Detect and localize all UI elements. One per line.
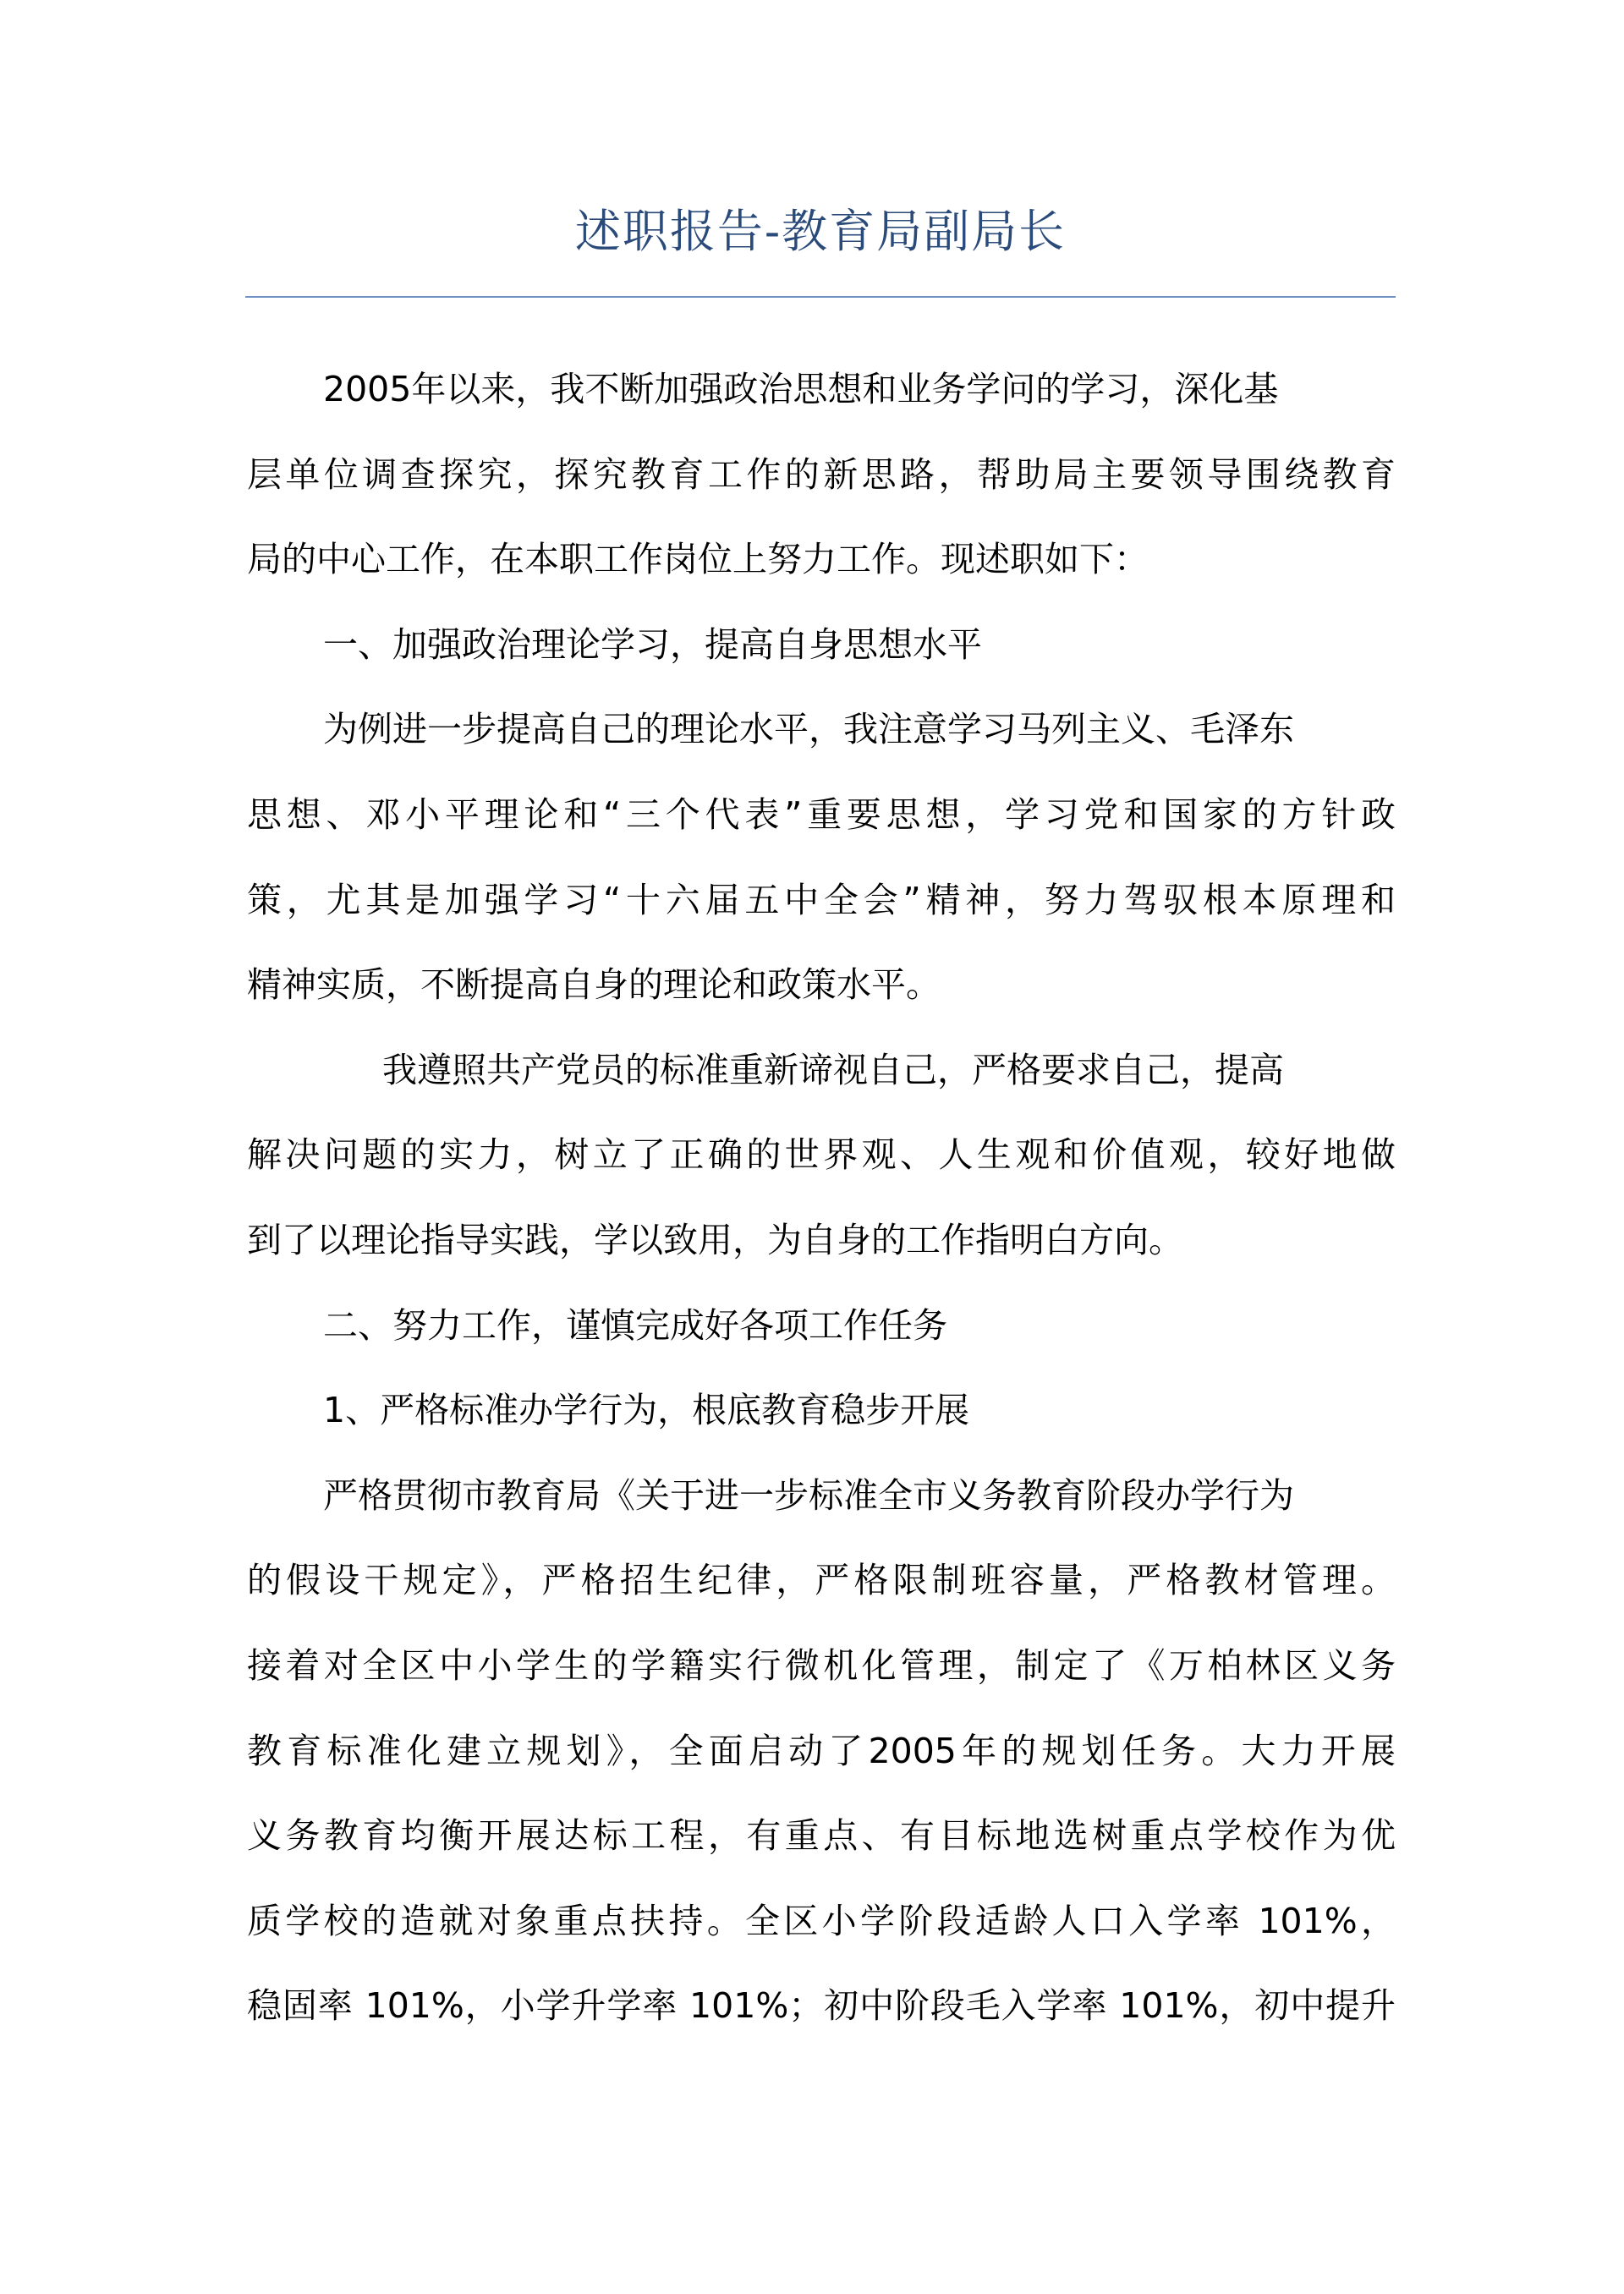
paragraph-line: 教育标准化建立规划》，全面启动了2005年的规划任务。大力开展: [247, 1730, 1396, 1771]
paragraph-line: 的假设干规定》，严格招生纪律，严格限制班容量，严格教材管理。: [247, 1560, 1396, 1601]
paragraph-line: 2005年以来，我不断加强政治思想和业务学问的学习，深化基: [323, 369, 1279, 409]
subsection-heading: 1、严格标准办学行为，根底教育稳步开展: [323, 1390, 970, 1431]
paragraph-line: 为例进一步提高自己的理论水平，我注意学习马列主义、毛泽东: [323, 709, 1294, 750]
paragraph-line: 层单位调查探究，探究教育工作的新思路，帮助局主要领导围绕教育: [247, 453, 1396, 495]
document-title: 述职报告-教育局副局长: [574, 205, 1067, 258]
paragraph-line: 接着对全区中小学生的学籍实行微机化管理，制定了《万柏林区义务: [247, 1644, 1396, 1686]
paragraph-line: 思想、邓小平理论和“三个代表”重要思想，学习党和国家的方针政: [247, 793, 1396, 835]
paragraph-line: 稳固率 101%，小学升学率 101%；初中阶段毛入学率 101%，初中提升: [247, 1985, 1396, 2027]
paragraph-line: 精神实质，不断提高自身的理论和政策水平。: [247, 964, 941, 1006]
paragraph-line: 严格贯彻市教育局《关于进一步标准全市义务教育阶段办学行为: [323, 1474, 1294, 1516]
paragraph-line: 局的中心工作，在本职工作岗位上努力工作。现述职如下：: [247, 539, 1149, 580]
section-heading: 二、努力工作，谨慎完成好各项工作任务: [323, 1304, 947, 1346]
paragraph-line: 义务教育均衡开展达标工程，有重点、有目标地选树重点学校作为优: [247, 1815, 1396, 1857]
paragraph-line: 质学校的造就对象重点扶持。全区小学阶段适龄人口入学率 101%，: [247, 1900, 1396, 1941]
section-heading: 一、加强政治理论学习，提高自身思想水平: [323, 623, 982, 665]
paragraph-line: 我遵照共产党员的标准重新谛视自己，严格要求自己，提高: [382, 1049, 1284, 1090]
document-body: [247, 347, 1396, 2049]
paragraph-line: 解决问题的实力，树立了正确的世界观、人生观和价值观，较好地做: [247, 1134, 1396, 1176]
paragraph-line: 策，尤其是加强学习“十六届五中全会”精神，努力驾驭根本原理和: [247, 879, 1396, 920]
title-underline: [245, 296, 1396, 298]
paragraph-line: 到了以理论指导实践，学以致用，为自身的工作指明白方向。: [247, 1219, 1183, 1260]
